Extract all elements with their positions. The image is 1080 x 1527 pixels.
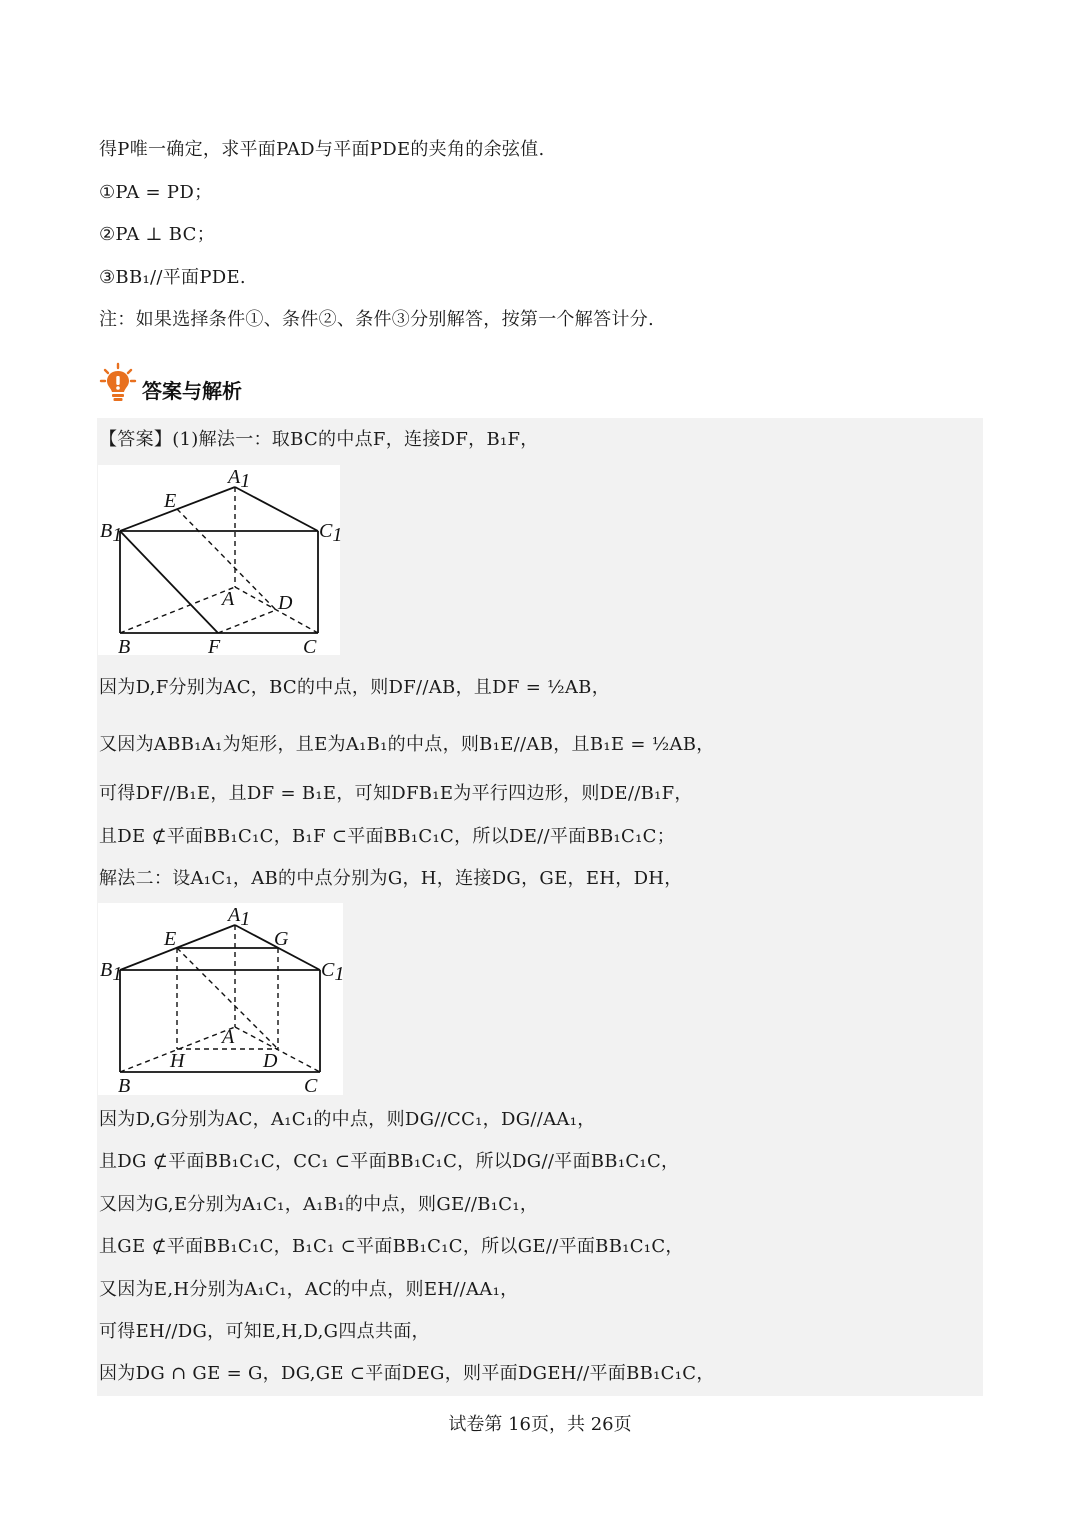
- answer-line: 又因为E,H分别为A₁C₁，AC的中点，则EH//AA₁，: [99, 1279, 519, 1300]
- answer-line: 且DE ⊄平面BB₁C₁C，B₁F ⊂平面BB₁C₁C，所以DE//平面BB₁C₁C；: [99, 826, 676, 847]
- answer-line: 【答案】(1)解法一：取BC的中点F，连接DF，B₁F，: [99, 429, 539, 450]
- answer-line: 解法二：设A₁C₁，AB的中点分别为G，H，连接DG，GE，EH，DH，: [99, 868, 683, 889]
- answer-line: 可得DF//B₁E，且DF = B₁E，可知DFB₁E为平行四边形，则DE//B₁F，: [99, 783, 693, 804]
- answer-line: 因为D,G分别为AC，A₁C₁的中点，则DG//CC₁，DG//AA₁，: [99, 1109, 596, 1130]
- label-b: B: [118, 636, 131, 658]
- figure-prism-method-2: [98, 903, 343, 1095]
- answer-line: 因为DG ∩ GE = G，DG,GE ⊂平面DEG，则平面DGEH//平面BB₁C₁C，: [99, 1363, 715, 1384]
- section-title: 答案与解析: [142, 379, 242, 403]
- label-a: A: [222, 588, 235, 610]
- answer-line: 且DG ⊄平面BB₁C₁C，CC₁ ⊂平面BB₁C₁C，所以DG//平面BB₁C₁C，: [99, 1151, 680, 1172]
- condition-2: ②PA ⊥ BC；: [99, 224, 215, 245]
- label-c1: C1: [321, 959, 345, 985]
- problem-text: 得P唯一确定，求平面PAD与平面PDE的夹角的余弦值.: [99, 139, 545, 160]
- label-a1: A1: [228, 904, 251, 930]
- label-e: E: [164, 928, 177, 950]
- page-footer: 试卷第 16页，共 26页: [448, 1414, 632, 1435]
- label-b1: B1: [100, 959, 123, 985]
- label-h: H: [170, 1050, 185, 1072]
- label-e: E: [164, 490, 177, 512]
- label-a1: A1: [228, 466, 251, 492]
- label-b: B: [118, 1075, 131, 1097]
- answer-line: 且GE ⊄平面BB₁C₁C，B₁C₁ ⊂平面BB₁C₁C，所以GE//平面BB₁C₁C，: [99, 1236, 684, 1257]
- label-d: D: [278, 592, 293, 614]
- answer-line: 可得EH//DG，可知E,H,D,G四点共面，: [99, 1321, 430, 1342]
- label-a: A: [222, 1026, 235, 1048]
- label-c1: C1: [319, 520, 343, 546]
- label-f: F: [208, 636, 221, 658]
- label-g: G: [274, 928, 289, 950]
- answer-line: 又因为G,E分别为A₁C₁，A₁B₁的中点，则GE//B₁C₁，: [99, 1194, 539, 1215]
- lightbulb-icon: [100, 362, 136, 406]
- label-c: C: [304, 1075, 318, 1097]
- label-b1: B1: [100, 520, 123, 546]
- problem-note: 注：如果选择条件①、条件②、条件③分别解答，按第一个解答计分.: [99, 309, 655, 330]
- answer-line: 又因为ABB₁A₁为矩形，且E为A₁B₁的中点，则B₁E//AB，且B₁E = ½AB，: [99, 734, 715, 755]
- condition-3: ③BB₁//平面PDE.: [99, 267, 246, 288]
- condition-1: ①PA = PD；: [99, 182, 213, 203]
- section-heading: [100, 362, 242, 406]
- label-c: C: [303, 636, 317, 658]
- label-d: D: [263, 1050, 278, 1072]
- figure-prism-method-1: [98, 465, 343, 658]
- answer-line: 因为D,F分别为AC，BC的中点，则DF//AB，且DF = ½AB，: [99, 677, 610, 698]
